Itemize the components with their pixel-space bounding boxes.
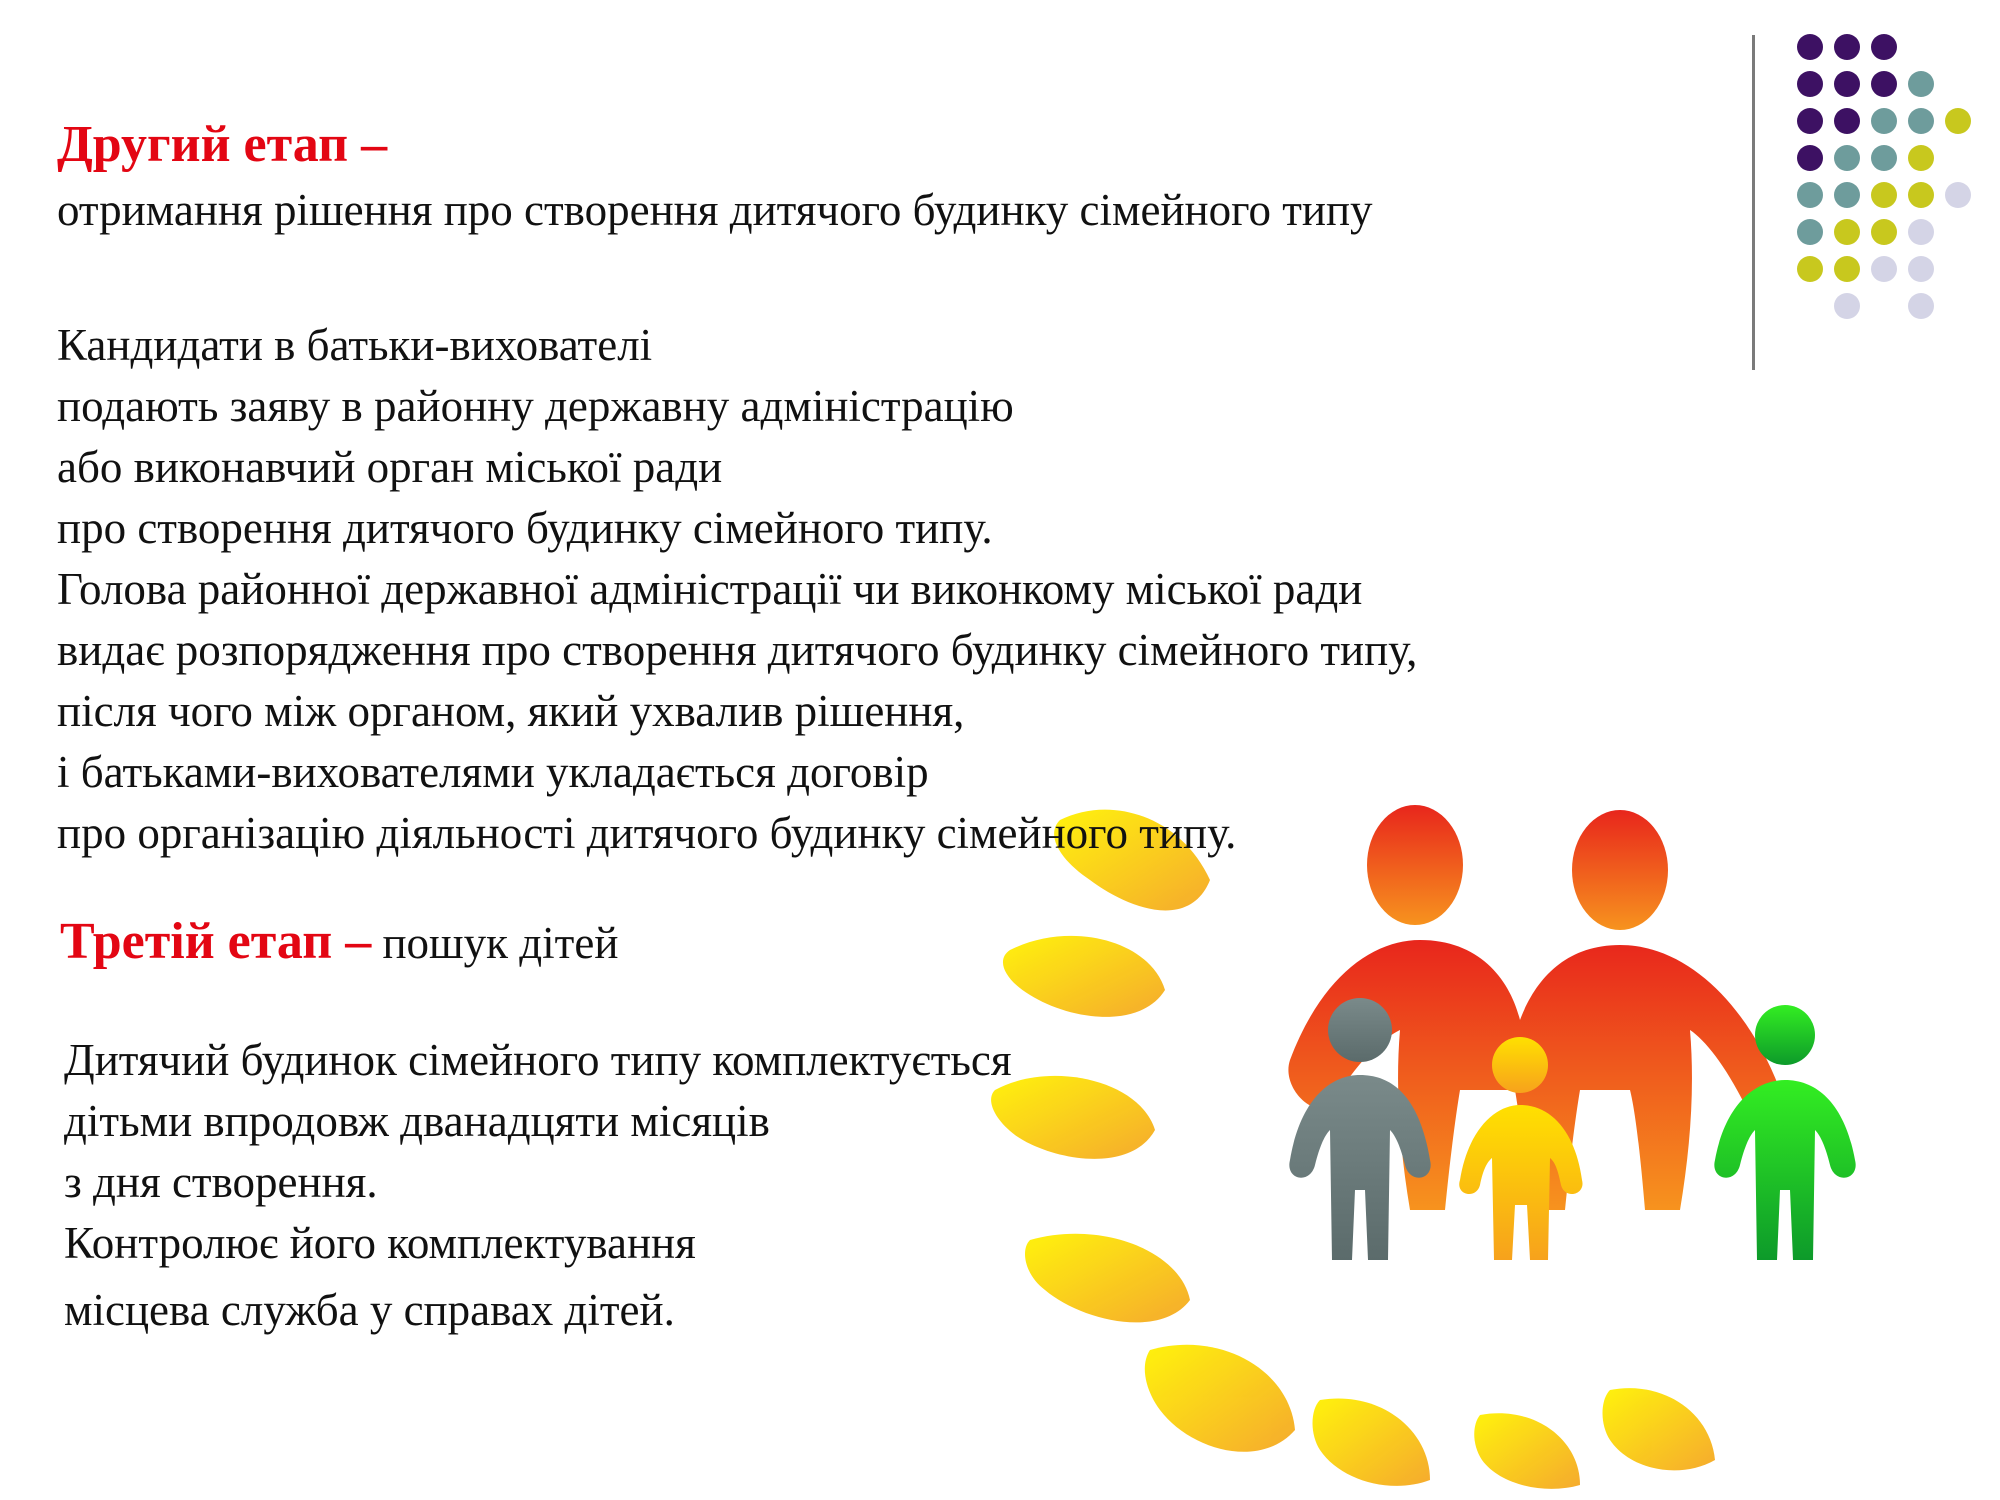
stage3-heading	[60, 912, 618, 973]
stage2-line: про організацію діяльності дитячого будинку сімейного типу.	[57, 808, 1237, 858]
stage3-line: Контролює його комплектування	[64, 1218, 696, 1268]
stage2-line: подають заяву в районну державну адміністрацію	[57, 381, 1014, 431]
stage3-title: Третій етап –	[60, 913, 372, 970]
stage3-line: дітьми впродовж дванадцяти місяців	[64, 1096, 770, 1146]
stage2-line: про створення дитячого будинку сімейного типу.	[57, 503, 993, 553]
stage3-line: Дитячий будинок сімейного типу комплектується	[64, 1035, 1012, 1085]
stage2-line: або виконавчий орган міської ради	[57, 442, 723, 492]
stage2-line: видає розпорядження про створення дитячого будинку сімейного типу,	[57, 625, 1418, 675]
stage2-line: і батьками-вихователями укладається договір	[57, 747, 929, 797]
stage2-subtitle: отримання рішення про створення дитячого будинку сімейного типу	[57, 185, 1373, 235]
stage2-line: Кандидати в батьки-вихователі	[57, 320, 653, 370]
stage2-line: після чого між органом, який ухвалив рішення,	[57, 686, 965, 736]
stage3-subtitle: пошук дітей	[382, 918, 619, 968]
stage3-line: з дня створення.	[64, 1157, 378, 1207]
stage2-title: Другий етап –	[57, 116, 388, 173]
stage2-line: Голова районної державної адміністрації чи виконкому міської ради	[57, 564, 1363, 614]
stage3-line: місцева служба у справах дітей.	[64, 1285, 675, 1335]
